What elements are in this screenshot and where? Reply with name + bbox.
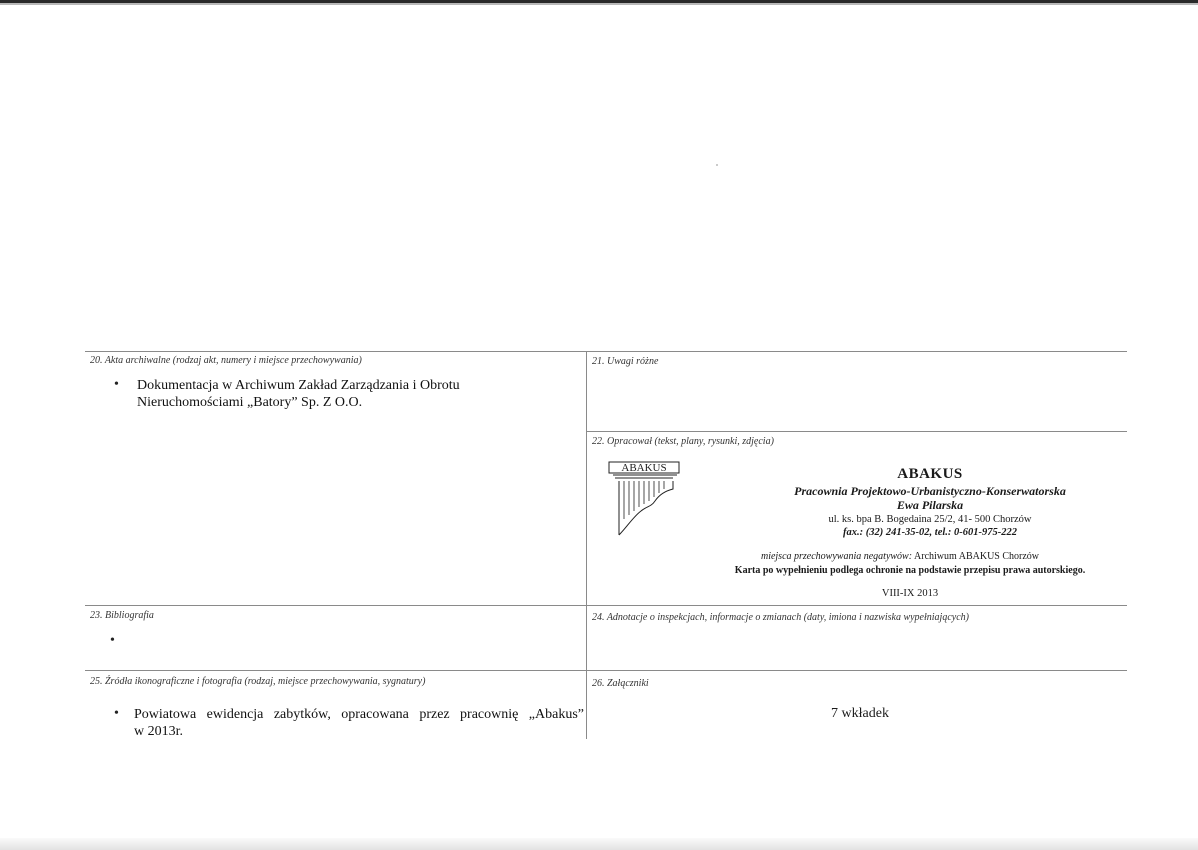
section-20-line-1: Dokumentacja w Archiwum Zakład Zarządzania i Obrotu: [137, 378, 460, 393]
abakus-logo: [607, 461, 685, 539]
section-23-bullet: •: [110, 633, 115, 648]
scan-speck: [716, 164, 718, 166]
prepared-date: VIII-IX 2013: [881, 588, 939, 599]
form-line-section-22-top: [586, 431, 1127, 432]
negatives-storage-label: miejsca przechowywania negatywów:: [760, 551, 913, 562]
attachments-count: 7 wkładek: [831, 706, 889, 721]
section-20-line-2: Nieruchomościami „Batory” Sp. Z O.O.: [137, 395, 363, 410]
form-line-row-3-top: [85, 670, 1127, 671]
section-25-label: 25. Źródła ikonograficzne i fotografia (rodzaj, miejsce przechowywania, sygnatury): [90, 676, 426, 687]
section-25-line-2: w 2013r.: [134, 724, 183, 739]
section-26-label: 26. Załączniki: [592, 678, 649, 689]
studio-name: Pracownia Projektowo-Urbanistyczno-Konserwatorska: [794, 484, 1066, 498]
section-20-label: 20. Akta archiwalne (rodzaj akt, numery i miejsce przechowywania): [90, 355, 362, 366]
section-20-bullet: •: [114, 377, 119, 392]
section-25-line-1: Powiatowa ewidencja zabytków, opracowana przez pracownię „Abakus”: [134, 707, 584, 722]
form-line-row-2-top: [85, 605, 1127, 606]
company-name: ABAKUS: [897, 466, 963, 482]
section-22-label: 22. Opracował (tekst, plany, rysunki, zdjęcia): [592, 436, 774, 447]
negatives-storage: [600, 551, 1198, 562]
section-21-label: 21. Uwagi różne: [592, 356, 659, 367]
form-line-center-divider: [586, 351, 587, 739]
author-name: Ewa Pilarska: [896, 498, 964, 512]
scan-edge-bottom: [0, 838, 1198, 850]
abakus-logo-text: ABAKUS: [621, 462, 667, 474]
copyright-note: Karta po wypełnieniu podlega ochronie na podstawie przepisu prawa autorskiego.: [734, 565, 1086, 576]
scan-edge-shadow: [0, 3, 1198, 5]
company-address: ul. ks. bpa B. Bogedaina 25/2, 41- 500 Chorzów: [828, 514, 1032, 525]
section-24-label: 24. Adnotacje o inspekcjach, informacje o zmianach (daty, imiona i nazwiska wypełniających): [592, 612, 969, 623]
form-line-top: [85, 351, 1127, 352]
negatives-storage-value: Archiwum ABAKUS Chorzów: [912, 551, 1040, 562]
section-25-bullet: •: [114, 706, 119, 721]
company-phone: fax.: (32) 241-35-02, tel.: 0-601-975-222: [842, 527, 1018, 538]
section-23-label: 23. Bibliografia: [90, 610, 154, 621]
